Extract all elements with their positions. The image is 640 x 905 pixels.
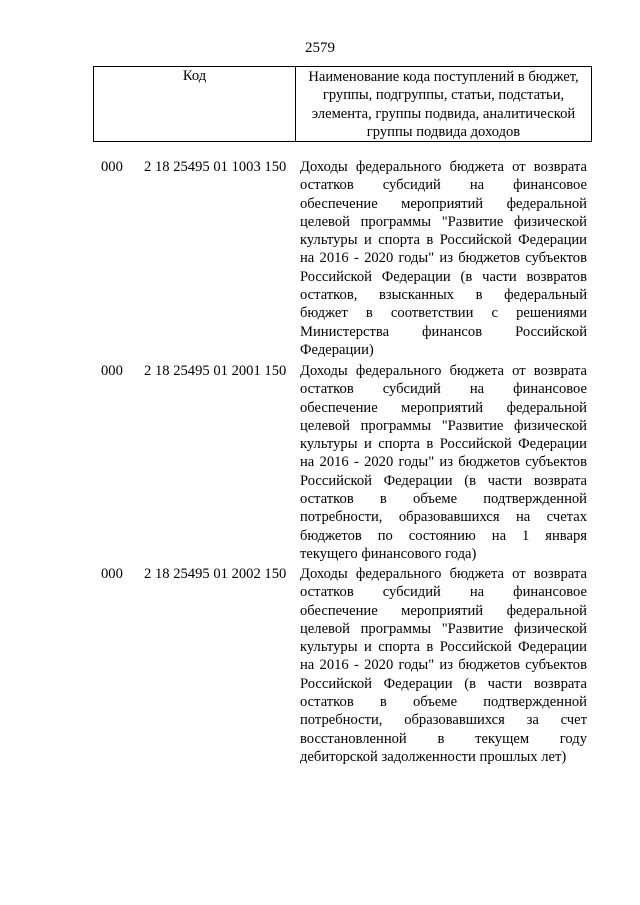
description-line: остатков субсидий на финансовое [300,177,587,194]
revenue-description [300,158,587,359]
description-line: на 2016 - 2020 годы" из бюджетов субъектов [300,250,587,267]
description-line: Федерации) [300,341,374,358]
description-line: культуры и спорта в Российской Федерации [300,436,587,453]
description-line: обеспечение мероприятий федеральной [300,602,587,619]
description-line: остатков субсидий на финансовое [300,584,587,601]
description-line: остатков субсидий на финансовое [300,381,587,398]
revenue-code: 2 18 25495 01 2002 150 [144,566,287,582]
description-line: остатков в объеме подтвержденной [300,491,587,508]
description-line: потребности, образовавшихся за счет [300,712,587,729]
description-line: на 2016 - 2020 годы" из бюджетов субъектов [300,657,587,674]
admin-code: 000 [101,363,123,379]
description-line: культуры и спорта в Российской Федерации [300,639,587,656]
description-line: целевой программы "Развитие физической [300,213,587,230]
description-line: Доходы федерального бюджета от возврата [300,159,587,175]
description-line: целевой программы "Развитие физической [300,417,587,434]
description-line: Российской Федерации (в части возвратов [300,268,587,285]
description-line: восстановленной в текущем году [300,730,587,747]
description-line: бюджет в соответствии с решениями [300,305,587,322]
description-line: остатков в объеме подтвержденной [300,694,587,711]
description-line: остатков, взысканных в федеральный [300,287,587,304]
description-line: бюджетов по состоянию на 1 января [300,527,587,544]
header-name-cell [296,67,591,141]
description-line: потребности, образовавшихся на счетах [300,509,587,526]
description-line: целевой программы "Развитие физической [300,620,587,637]
header-name-line: элемента, группы подвида, аналитической [311,105,576,122]
description-line: обеспечение мероприятий федеральной [300,195,587,212]
header-name-line: группы, подгруппы, статьи, подстатьи, [322,87,565,104]
page-number: 2579 [305,40,335,56]
description-line: культуры и спорта в Российской Федерации [300,232,587,249]
description-line: Доходы федерального бюджета от возврата [300,566,587,582]
description-line: Доходы федерального бюджета от возврата [300,363,587,379]
revenue-code: 2 18 25495 01 1003 150 [144,159,287,175]
admin-code: 000 [101,566,123,582]
description-line: Российской Федерации (в части возврата [300,675,587,692]
description-line: обеспечение мероприятий федеральной [300,399,587,416]
description-line: Министерства финансов Российской [300,323,587,340]
revenue-description [300,362,587,563]
admin-code: 000 [101,159,123,175]
description-line: дебиторской задолженности прошлых лет) [300,748,567,765]
description-line: Российской Федерации (в части возврата [300,472,587,489]
table-header [93,66,592,142]
revenue-code: 2 18 25495 01 2001 150 [144,363,287,379]
description-line: на 2016 - 2020 годы" из бюджетов субъектов [300,454,587,471]
header-name-line: группы подвида доходов [366,123,521,140]
header-code-cell: Код [94,67,296,141]
revenue-description [300,565,587,766]
description-line: текущего финансового года) [300,545,477,562]
header-name-line: Наименование кода поступлений в бюджет, [308,69,579,85]
